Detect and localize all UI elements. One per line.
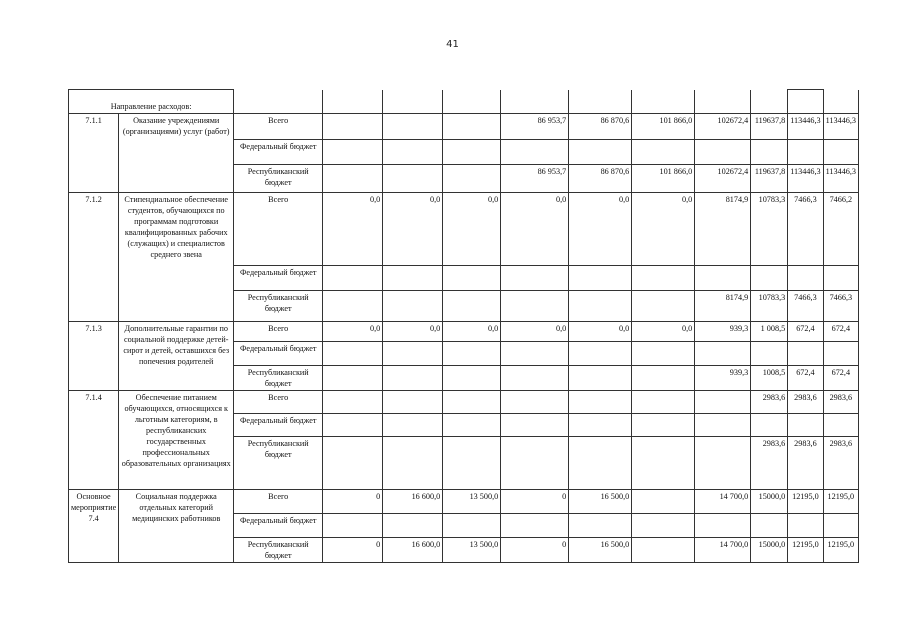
table-row <box>69 193 859 266</box>
value-cell <box>501 391 569 414</box>
value-cell <box>788 514 823 538</box>
value-cell <box>323 437 383 490</box>
row-name: Дополнительные гарантии по социальной поддержке детей-сирот и детей, оставшихся без попечения родителей <box>119 322 234 391</box>
value-cell: 939,3 <box>695 366 751 391</box>
value-cell: 12195,0 <box>823 490 858 514</box>
row-code: Основное мероприятие 7.4 <box>69 490 119 563</box>
value-cell <box>632 366 695 391</box>
value-cell: 0,0 <box>443 193 501 266</box>
row-name: Социальная поддержка отдельных категорий медицинских работников <box>119 490 234 563</box>
value-cell: 0,0 <box>569 322 632 342</box>
value-cell: 7466,3 <box>823 291 858 322</box>
value-cell: 16 600,0 <box>383 490 443 514</box>
value-cell <box>323 291 383 322</box>
value-cell <box>501 342 569 366</box>
header-row <box>69 90 859 114</box>
value-cell <box>751 266 788 291</box>
value-cell: 10783,3 <box>751 193 788 266</box>
funding-source: Всего <box>234 114 323 140</box>
value-cell <box>823 140 858 165</box>
value-cell: 8174,9 <box>695 193 751 266</box>
value-cell: 102672,4 <box>695 114 751 140</box>
value-cell: 0,0 <box>569 193 632 266</box>
value-cell: 10783,3 <box>751 291 788 322</box>
row-code: 7.1.2 <box>69 193 119 322</box>
value-cell <box>569 342 632 366</box>
value-cell <box>323 366 383 391</box>
value-cell: 672,4 <box>788 366 823 391</box>
value-cell <box>695 391 751 414</box>
funding-source: Федеральный бюджет <box>234 140 323 165</box>
value-cell <box>443 114 501 140</box>
value-cell <box>383 165 443 193</box>
value-cell: 86 953,7 <box>501 165 569 193</box>
value-cell <box>323 342 383 366</box>
funding-source: Республиканский бюджет <box>234 291 323 322</box>
header-cell: Направление расходов: <box>69 90 234 114</box>
table-row <box>69 114 859 140</box>
value-cell <box>695 437 751 490</box>
value-cell: 14 700,0 <box>695 490 751 514</box>
value-cell <box>501 366 569 391</box>
row-code: 7.1.3 <box>69 322 119 391</box>
value-cell: 102672,4 <box>695 165 751 193</box>
value-cell <box>323 165 383 193</box>
value-cell <box>443 140 501 165</box>
funding-source: Всего <box>234 193 323 266</box>
value-cell <box>383 114 443 140</box>
funding-source: Всего <box>234 322 323 342</box>
value-cell <box>443 414 501 437</box>
value-cell: 1008,5 <box>751 366 788 391</box>
value-cell <box>823 514 858 538</box>
value-cell: 13 500,0 <box>443 490 501 514</box>
value-cell <box>632 414 695 437</box>
value-cell <box>443 266 501 291</box>
value-cell: 672,4 <box>823 366 858 391</box>
value-cell: 2983,6 <box>823 391 858 414</box>
value-cell: 86 870,6 <box>569 114 632 140</box>
budget-table <box>68 89 859 563</box>
value-cell: 13 500,0 <box>443 538 501 563</box>
value-cell: 0 <box>323 538 383 563</box>
value-cell <box>501 514 569 538</box>
value-cell: 86 953,7 <box>501 114 569 140</box>
value-cell: 86 870,6 <box>569 165 632 193</box>
value-cell <box>788 140 823 165</box>
value-cell <box>823 266 858 291</box>
page-number: 41 <box>446 39 459 50</box>
value-cell <box>443 291 501 322</box>
value-cell <box>695 342 751 366</box>
value-cell: 12195,0 <box>788 538 823 563</box>
value-cell: 0,0 <box>383 193 443 266</box>
value-cell <box>751 414 788 437</box>
value-cell <box>501 266 569 291</box>
value-cell: 1 008,5 <box>751 322 788 342</box>
value-cell: 0,0 <box>383 322 443 342</box>
value-cell <box>569 437 632 490</box>
value-cell: 2983,6 <box>751 437 788 490</box>
value-cell <box>383 342 443 366</box>
value-cell <box>569 414 632 437</box>
value-cell <box>569 514 632 538</box>
value-cell: 119637,8 <box>751 165 788 193</box>
value-cell <box>501 414 569 437</box>
value-cell <box>823 342 858 366</box>
value-cell: 7466,3 <box>788 291 823 322</box>
value-cell: 7466,3 <box>788 193 823 266</box>
value-cell: 113446,3 <box>788 114 823 140</box>
value-cell: 0,0 <box>501 193 569 266</box>
row-code: 7.1.4 <box>69 391 119 490</box>
value-cell: 0,0 <box>632 193 695 266</box>
value-cell: 15000,0 <box>751 538 788 563</box>
value-cell <box>443 366 501 391</box>
value-cell <box>788 342 823 366</box>
value-cell: 14 700,0 <box>695 538 751 563</box>
value-cell <box>383 140 443 165</box>
value-cell: 113446,3 <box>823 114 858 140</box>
value-cell: 16 500,0 <box>569 490 632 514</box>
value-cell: 0 <box>501 538 569 563</box>
value-cell <box>443 391 501 414</box>
value-cell <box>383 266 443 291</box>
value-cell <box>323 114 383 140</box>
value-cell: 0 <box>323 490 383 514</box>
table-row <box>69 391 859 414</box>
table-row <box>69 322 859 342</box>
value-cell <box>695 140 751 165</box>
value-cell: 672,4 <box>823 322 858 342</box>
funding-source: Всего <box>234 490 323 514</box>
value-cell: 2983,6 <box>788 391 823 414</box>
value-cell: 119637,8 <box>751 114 788 140</box>
value-cell <box>788 414 823 437</box>
value-cell: 2983,6 <box>751 391 788 414</box>
value-cell <box>323 414 383 437</box>
row-name: Обеспечение питанием обучающихся, относящихся к льготным категориям, в республиканских государственных профессиональных образовательных организациях <box>119 391 234 490</box>
value-cell: 0 <box>501 490 569 514</box>
value-cell: 8174,9 <box>695 291 751 322</box>
value-cell <box>632 437 695 490</box>
funding-source: Республиканский бюджет <box>234 437 323 490</box>
value-cell <box>632 490 695 514</box>
value-cell <box>443 514 501 538</box>
value-cell <box>569 140 632 165</box>
value-cell <box>569 391 632 414</box>
value-cell <box>632 514 695 538</box>
value-cell: 16 500,0 <box>569 538 632 563</box>
value-cell <box>751 514 788 538</box>
funding-source: Республиканский бюджет <box>234 165 323 193</box>
value-cell: 2983,6 <box>788 437 823 490</box>
value-cell <box>751 342 788 366</box>
value-cell <box>632 342 695 366</box>
value-cell <box>383 414 443 437</box>
value-cell <box>383 391 443 414</box>
value-cell <box>632 538 695 563</box>
value-cell: 939,3 <box>695 322 751 342</box>
funding-source: Федеральный бюджет <box>234 514 323 538</box>
value-cell: 113446,3 <box>823 165 858 193</box>
value-cell: 672,4 <box>788 322 823 342</box>
value-cell <box>443 165 501 193</box>
value-cell <box>323 391 383 414</box>
funding-source: Федеральный бюджет <box>234 266 323 291</box>
value-cell <box>632 291 695 322</box>
table-row <box>69 490 859 514</box>
value-cell <box>569 266 632 291</box>
row-code: 7.1.1 <box>69 114 119 193</box>
value-cell <box>501 437 569 490</box>
value-cell <box>695 514 751 538</box>
value-cell: 16 600,0 <box>383 538 443 563</box>
value-cell <box>501 140 569 165</box>
value-cell: 0,0 <box>501 322 569 342</box>
value-cell <box>569 291 632 322</box>
value-cell <box>632 391 695 414</box>
value-cell <box>323 514 383 538</box>
value-cell: 7466,2 <box>823 193 858 266</box>
value-cell: 101 866,0 <box>632 165 695 193</box>
value-cell <box>383 514 443 538</box>
value-cell <box>823 414 858 437</box>
value-cell <box>695 414 751 437</box>
value-cell: 101 866,0 <box>632 114 695 140</box>
value-cell <box>695 266 751 291</box>
value-cell <box>323 140 383 165</box>
value-cell <box>443 342 501 366</box>
value-cell <box>383 366 443 391</box>
funding-source: Республиканский бюджет <box>234 538 323 563</box>
value-cell: 0,0 <box>443 322 501 342</box>
value-cell <box>383 437 443 490</box>
funding-source: Всего <box>234 391 323 414</box>
value-cell: 0,0 <box>323 322 383 342</box>
value-cell: 12195,0 <box>823 538 858 563</box>
value-cell <box>501 291 569 322</box>
value-cell <box>632 140 695 165</box>
value-cell: 2983,6 <box>823 437 858 490</box>
funding-source: Федеральный бюджет <box>234 414 323 437</box>
value-cell: 0,0 <box>632 322 695 342</box>
value-cell <box>632 266 695 291</box>
value-cell <box>323 266 383 291</box>
value-cell <box>751 140 788 165</box>
funding-source: Республиканский бюджет <box>234 366 323 391</box>
value-cell <box>443 437 501 490</box>
value-cell: 113446,3 <box>788 165 823 193</box>
value-cell <box>788 266 823 291</box>
value-cell: 0,0 <box>323 193 383 266</box>
value-cell <box>383 291 443 322</box>
row-name: Стипендиальное обеспечение студентов, обучающихся по программам подготовки квалифицированных рабочих (служащих) и специалистов среднего звена <box>119 193 234 322</box>
value-cell <box>569 366 632 391</box>
value-cell: 12195,0 <box>788 490 823 514</box>
value-cell: 15000,0 <box>751 490 788 514</box>
row-name: Оказание учреждениями (организациями) услуг (работ) <box>119 114 234 193</box>
funding-source: Федеральный бюджет <box>234 342 323 366</box>
